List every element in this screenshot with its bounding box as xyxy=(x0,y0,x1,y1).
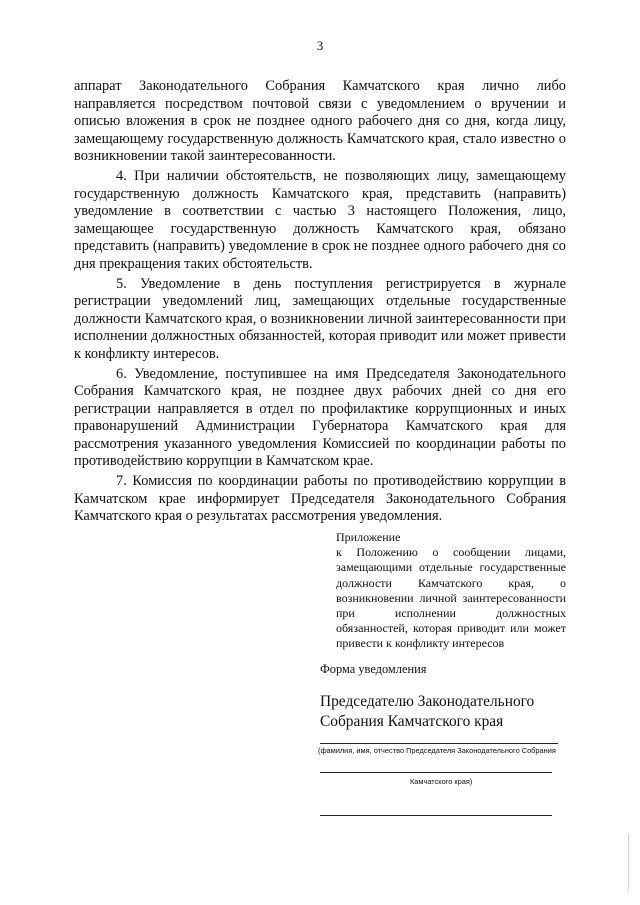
appendix-block xyxy=(336,530,566,652)
appendix-text: к Положению о сообщении лицами, замещающими отдельные государственные должности Камчатского края, о возникновении личной заинтересованности при исполнении должностных обязанностей, которая приводит или может привести к конфликту интересов xyxy=(336,545,566,651)
addressee-block xyxy=(320,692,580,732)
appendix-title: Приложение xyxy=(336,530,401,544)
signature-line-3 xyxy=(320,815,552,816)
paragraph-4: 4. При наличии обстоятельств, не позволяющих лицу, замещающему государственную должность Камчатского края, представить (направить) уведомление в соответствии с частью 3 настоящего Положения, лицо, замещающее государственную должность Камчатского края, обязано представить (направить) уведомление в срок не позднее одного рабочего дня со дня прекращения таких обстоятельств. xyxy=(74,167,566,272)
paragraph-7: 7. Комиссия по координации работы по противодействию коррупции в Камчатском крае информирует Председателя Законодательного Собрания Камчатского края о результатах рассмотрения уведомления. xyxy=(74,473,566,525)
scan-edge-mark xyxy=(628,835,630,890)
paragraph-3-continuation: аппарат Законодательного Собрания Камчатского края лично либо направляется посредством почтовой связи с уведомлением о вручении и описью вложения в срок не позднее одного рабочего дня со дня, когда лицу, замещающему государственную должность Камчатского края, стало известно о возникновении такой заинтересованности. xyxy=(74,78,566,165)
signature-line-2 xyxy=(320,772,552,773)
signature-line-1 xyxy=(320,743,558,744)
signature-caption-2: Камчатского края) xyxy=(410,777,473,786)
addressee-line-2: Собрания Камчатского края xyxy=(320,713,504,730)
addressee-line-1: Председателю Законодательного xyxy=(320,693,535,710)
document-body xyxy=(74,78,566,528)
page-number: 3 xyxy=(316,38,324,53)
paragraph-5: 5. Уведомление в день поступления регистрируется в журнале регистрации уведомлений лиц, замещающих отдельные государственные должности Камчатского края, о возникновении личной заинтересованности при исполнении должностных обязанностей, которая приводит или может привести к конфликту интересов. xyxy=(74,275,566,362)
paragraph-6: 6. Уведомление, поступившее на имя Председателя Законодательного Собрания Камчатского края, не позднее двух рабочих дней со дня его регистрации направляется в отдел по профилактике коррупционных и иных правонарушений Администрации Губернатора Камчатского края для рассмотрения указанного уведомления Комиссией по координации работы по противодействию коррупции в Камчатском крае. xyxy=(74,365,566,470)
signature-caption-1: (фамилия, имя, отчество Председателя Законодательного Собрания xyxy=(318,746,556,755)
form-label: Форма уведомления xyxy=(320,662,427,676)
